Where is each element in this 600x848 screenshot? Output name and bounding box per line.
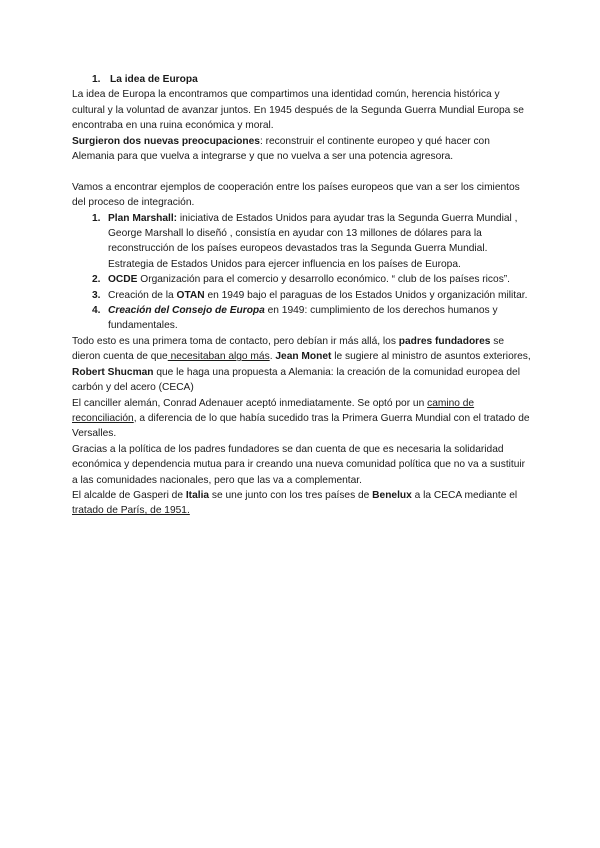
text-run: a la CECA mediante el bbox=[411, 489, 518, 501]
list-item-title: OCDE bbox=[108, 274, 138, 286]
blank-line bbox=[72, 164, 532, 179]
list-item-number: 4. bbox=[92, 305, 101, 317]
document-body bbox=[72, 72, 532, 519]
list-item-number: 2. bbox=[92, 274, 101, 286]
list-item-title: Creación del Consejo de Europa bbox=[108, 305, 265, 317]
treaty-paragraph bbox=[72, 488, 532, 519]
text-run: El canciller alemán, Conrad Adenauer aceptó inmediatamente. Se optó por un bbox=[72, 397, 428, 409]
section-heading bbox=[92, 72, 532, 87]
list-item-number: 1. bbox=[92, 212, 101, 224]
cooperation-list bbox=[72, 211, 532, 334]
list-item-text: en 1949: cumplimiento de los derechos humanos y fundamentales. bbox=[108, 305, 498, 332]
text-run: . bbox=[269, 351, 276, 363]
underlined-text: tratado de París, de 1951. bbox=[72, 505, 190, 517]
list-item-text: en 1949 bajo el paraguas de los Estados Unidos y organización militar. bbox=[204, 289, 528, 301]
text-run: El alcalde de Gasperi de bbox=[72, 489, 186, 501]
list-item-prefix: Creación de la bbox=[108, 289, 177, 301]
list-item-number: 3. bbox=[92, 289, 101, 301]
underlined-text: camino de reconciliación bbox=[72, 397, 475, 424]
concerns-label: Surgieron dos nuevas preocupaciones bbox=[72, 135, 260, 147]
section-number: 1. bbox=[92, 74, 101, 85]
text-run: se dieron cuenta de que bbox=[72, 335, 505, 363]
list-item-title: OTAN bbox=[176, 289, 205, 301]
section-title: La idea de Europa bbox=[110, 74, 198, 85]
intro-paragraph: La idea de Europa la encontramos que compartimos una identidad común, herencia histórica y cultural y la voluntad de avanzar juntos. En 1945 después de la Segunda Guerra Mundial Europa se encontraba en una ruina económica y moral. bbox=[72, 89, 524, 132]
text-run: le sugiere al ministro de asuntos exteriores, bbox=[331, 351, 531, 363]
concerns-paragraph bbox=[72, 134, 532, 165]
country-group: Benelux bbox=[372, 489, 412, 501]
list-item-text: Organización para el comercio y desarrollo económico. “ club de los países ricos”. bbox=[137, 274, 511, 286]
underlined-text: necesitaban algo más bbox=[167, 351, 270, 363]
founders-term: padres fundadores bbox=[398, 335, 491, 347]
text-run: que le haga una propuesta a Alemania: la creación de la comunidad europea del carbón y del acero (CECA) bbox=[72, 366, 520, 394]
list-item bbox=[72, 288, 532, 303]
text-run: se une junto con los tres países de bbox=[209, 489, 373, 501]
concerns-text: : reconstruir el continente europeo y qué hacer con Alemania para que vuelva a integrarse y que no vuelva a ser una potencia agresora. bbox=[72, 135, 490, 163]
cooperation-intro: Vamos a encontrar ejemplos de cooperación entre los países europeos que van a ser los cimientos del proceso de integración. bbox=[72, 181, 520, 209]
reconciliation-paragraph bbox=[72, 396, 532, 442]
person-name: Robert Shucman bbox=[72, 366, 154, 378]
text-run: Todo esto es una primera toma de contacto, pero debían ir más allá, los bbox=[72, 335, 399, 347]
person-name: Jean Monet bbox=[275, 351, 332, 363]
text-run: , a diferencia de lo que había sucedido tras la Primera Guerra Mundial con el tratado de Versalles. bbox=[72, 412, 530, 440]
list-item bbox=[72, 303, 532, 334]
list-item bbox=[72, 272, 532, 287]
founders-paragraph bbox=[72, 334, 532, 396]
list-item-text: iniciativa de Estados Unidos para ayudar tras la Segunda Guerra Mundial , George Marshall lo diseñó , consistía en ayudar con 13 millones de dólares para la reconstrucción de los países europeos devastados tras la Segunda Guerra Mundial. Estrategia de Estados Unidos para ejercer influencia en los países de Europa. bbox=[108, 212, 518, 270]
list-item bbox=[72, 211, 532, 273]
country-name: Italia bbox=[185, 489, 210, 501]
list-item-title: Plan Marshall: bbox=[108, 212, 178, 224]
solidarity-paragraph: Gracias a la política de los padres fundadores se dan cuenta de que es necesaria la solidaridad económica y dependencia mutua para ir creando una nueva comunidad política que no va a sustituir a las comunidades nacionales, pero que las va a complementar. bbox=[72, 443, 526, 486]
